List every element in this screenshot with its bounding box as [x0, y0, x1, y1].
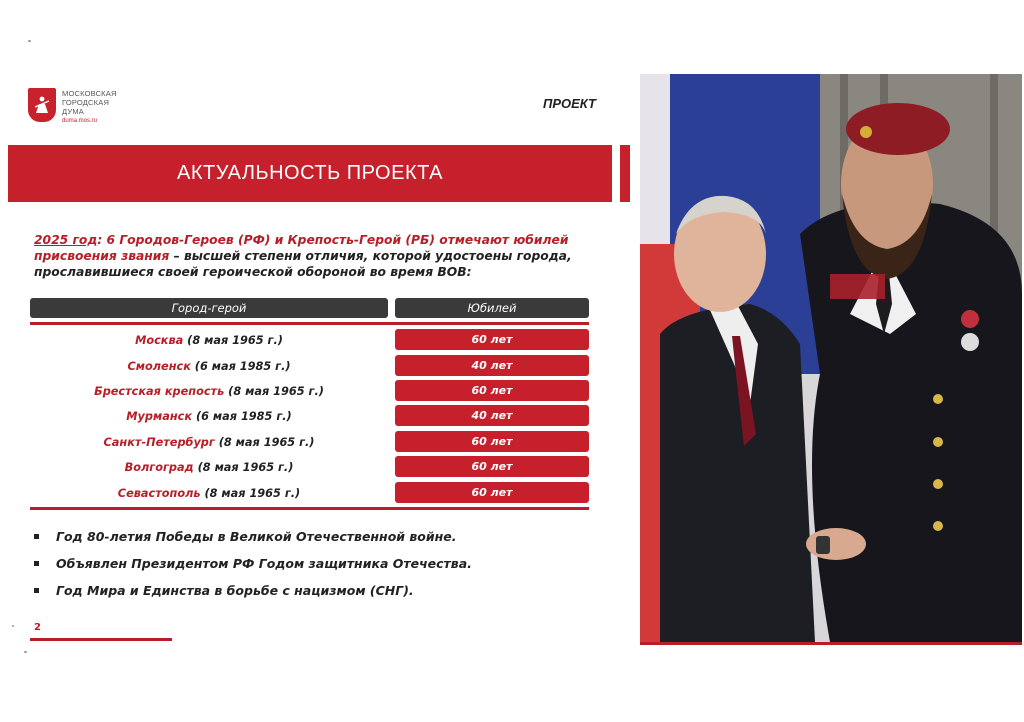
city-date: (8 мая 1965 г.)	[224, 384, 324, 398]
moscow-coat-of-arms-icon	[28, 88, 56, 122]
city-date: (6 мая 1985 г.)	[192, 409, 292, 423]
jubilee-badge: 40 лет	[395, 355, 589, 376]
city-name: Смоленск	[127, 359, 191, 373]
page-number-rule	[30, 638, 172, 641]
bullet-item: Объявлен Президентом РФ Годом защитника Отечества.	[34, 555, 594, 582]
duma-logo	[28, 88, 117, 126]
scan-speck	[24, 651, 27, 653]
banner-title: АКТУАЛЬНОСТЬ ПРОЕКТА	[177, 162, 443, 184]
city-date: (8 мая 1965 г.)	[200, 486, 301, 500]
jubilee-badge: 60 лет	[395, 380, 589, 401]
table-row	[30, 482, 589, 504]
table-bottom-rule	[30, 507, 589, 510]
logo-url: duma.mos.ru	[62, 118, 98, 124]
ceremony-photo	[640, 74, 1022, 642]
jubilee-badge: 40 лет	[395, 405, 589, 426]
city-date: (8 мая 1965 г.)	[183, 333, 283, 347]
jubilee-badge: 60 лет	[395, 482, 589, 503]
table-row	[30, 456, 589, 478]
city-date: (6 мая 1985 г.)	[190, 359, 291, 373]
scan-speck	[28, 40, 31, 42]
city-name: Москва	[135, 333, 184, 347]
page-number: 2	[34, 622, 41, 633]
city-name: Волгоград	[124, 460, 194, 474]
jubilee-badge: 60 лет	[395, 329, 589, 350]
city-name: Санкт-Петербург	[103, 435, 215, 449]
intro-rest: – высшей степени отличия, которой удостоены города, прославившиеся своей героической обороной во время ВОВ:	[34, 249, 572, 279]
intro-year: 2025 год	[34, 233, 98, 247]
table-header-jubilee: Юбилей	[395, 298, 589, 318]
logo-line-3: ДУМА	[62, 107, 84, 116]
bullet-item: Год 80-летия Победы в Великой Отечественной войне.	[34, 528, 594, 555]
section-banner	[8, 145, 612, 202]
logo-line-1: МОСКОВСКАЯ	[62, 89, 117, 98]
table-row	[30, 405, 589, 427]
banner-accent-bar	[620, 145, 630, 202]
bullet-item: Год Мира и Единства в борьбе с нацизмом (СНГ).	[34, 582, 594, 609]
table-row	[30, 431, 589, 453]
city-name: Севастополь	[117, 486, 201, 500]
table-row	[30, 380, 589, 402]
table-header-city: Город-герой	[30, 298, 388, 318]
table-row	[30, 329, 589, 351]
city-name: Мурманск	[126, 409, 193, 423]
city-date: (8 мая 1965 г.)	[193, 460, 294, 474]
project-label: ПРОЕКТ	[543, 96, 596, 111]
city-name: Брестская крепость	[94, 384, 225, 398]
scan-speck	[12, 625, 14, 627]
intro-lead: : 6 Городов-Героев (РФ) и Крепость-Герой (РБ) отмечают юбилей присвоения звания	[34, 233, 569, 263]
jubilee-badge: 60 лет	[395, 456, 589, 477]
intro-paragraph	[34, 232, 594, 280]
jubilee-badge: 60 лет	[395, 431, 589, 452]
logo-line-2: ГОРОДСКАЯ	[62, 98, 110, 107]
table-row	[30, 355, 589, 377]
bullet-list	[34, 528, 594, 609]
table-top-rule	[30, 322, 589, 325]
city-date: (8 мая 1965 г.)	[214, 435, 315, 449]
photo-underline	[640, 642, 1022, 645]
